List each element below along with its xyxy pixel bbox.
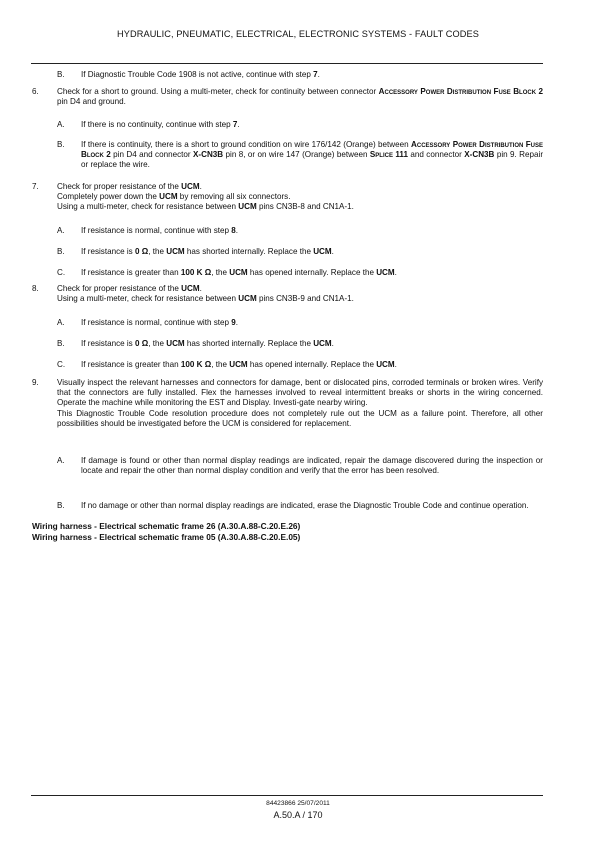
step-text: Check for a short to ground. Using a multi-meter, check for continuity between connector Accessory Power Distribution Fuse Block 2 pin D4 and ground.	[57, 87, 544, 107]
item-text: If resistance is normal, continue with step 8.	[81, 226, 239, 235]
step-text: Check for proper resistance of the UCM. Completely power down the UCM by removing all six connectors. Using a multi-meter, check for resistance between UCM pins CN3B-8 and CN1A-1.	[57, 182, 354, 212]
item-label: A.	[57, 456, 65, 465]
item-label: C.	[57, 360, 66, 369]
header-rule	[31, 63, 543, 64]
reference-link-2[interactable]: Wiring harness - Electrical schematic frame 05 (A.30.A.88-C.20.E.05)	[32, 532, 301, 542]
item-text: If Diagnostic Trouble Code 1908 is not active, continue with step 7.	[81, 70, 320, 79]
document-code: 84423866 25/07/2011	[266, 800, 330, 807]
item-label: B.	[57, 247, 65, 256]
item-text: If there is continuity, there is a short to ground condition on wire 176/142 (Orange) between Accessory Power Distribution Fuse Block 2 pin D4 and connector X-CN3B pin 8, or on wire 147 (Orange) between Splice 111 and connector X-CN3B pin 9. Repair or replace the wire.	[81, 140, 544, 170]
step-9-paragraph-1: Visually inspect the relevant harnesses and connectors for damage, bent or dislocated pins, corroded terminals or broken wires. Verify that the connectors are fully installed. Flex the harnesses involved to reveal intermittent breaks or shorts in the wiring concerned. Operate the machine while monitoring the EST and Display. Investi-gate nearby wiring.	[57, 378, 543, 408]
item-label: B.	[57, 339, 65, 348]
step-9-paragraph-2: This Diagnostic Trouble Code resolution procedure does not completely rule out the UCM as a failure point. Therefore, all other possibilities should be investigated before the UCM is considered for replacement.	[57, 408, 543, 428]
step-text: Check for proper resistance of the UCM. Using a multi-meter, check for resistance between UCM pins CN3B-9 and CN1A-1.	[57, 284, 354, 304]
item-text: If there is no continuity, continue with step 7.	[81, 120, 240, 129]
item-label: B.	[57, 140, 65, 149]
page-header: HYDRAULIC, PNEUMATIC, ELECTRICAL, ELECTRONIC SYSTEMS - FAULT CODES	[117, 29, 479, 39]
item-label: A.	[57, 318, 65, 327]
item-text: If resistance is 0 Ω, the UCM has shorted internally. Replace the UCM.	[81, 247, 334, 256]
page-number: A.50.A / 170	[273, 810, 323, 820]
step-number: 7.	[32, 182, 39, 191]
step-number: 6.	[32, 87, 39, 96]
item-text: If no damage or other than normal display readings are indicated, erase the Diagnostic Trouble Code and continue operation.	[81, 501, 529, 510]
item-text: If resistance is normal, continue with step 9.	[81, 318, 239, 327]
reference-link-1[interactable]: Wiring harness - Electrical schematic frame 26 (A.30.A.88-C.20.E.26)	[32, 521, 301, 531]
item-label: A.	[57, 226, 65, 235]
item-label: A.	[57, 120, 65, 129]
item-text: If resistance is greater than 100 K Ω, the UCM has opened internally. Replace the UCM.	[81, 360, 397, 369]
step-number: 9.	[32, 378, 39, 387]
item-text: If resistance is 0 Ω, the UCM has shorted internally. Replace the UCM.	[81, 339, 334, 348]
footer-rule	[31, 795, 543, 796]
item-label: B.	[57, 501, 65, 510]
step-number: 8.	[32, 284, 39, 293]
item-label: C.	[57, 268, 66, 277]
step-text	[57, 378, 543, 429]
item-text: If resistance is greater than 100 K Ω, the UCM has opened internally. Replace the UCM.	[81, 268, 397, 277]
item-label: B.	[57, 70, 65, 79]
item-text: If damage is found or other than normal display readings are indicated, repair the damage discovered during the inspection or locate and repair the other than normal display condition and verify that the error has been resolved.	[81, 456, 543, 476]
